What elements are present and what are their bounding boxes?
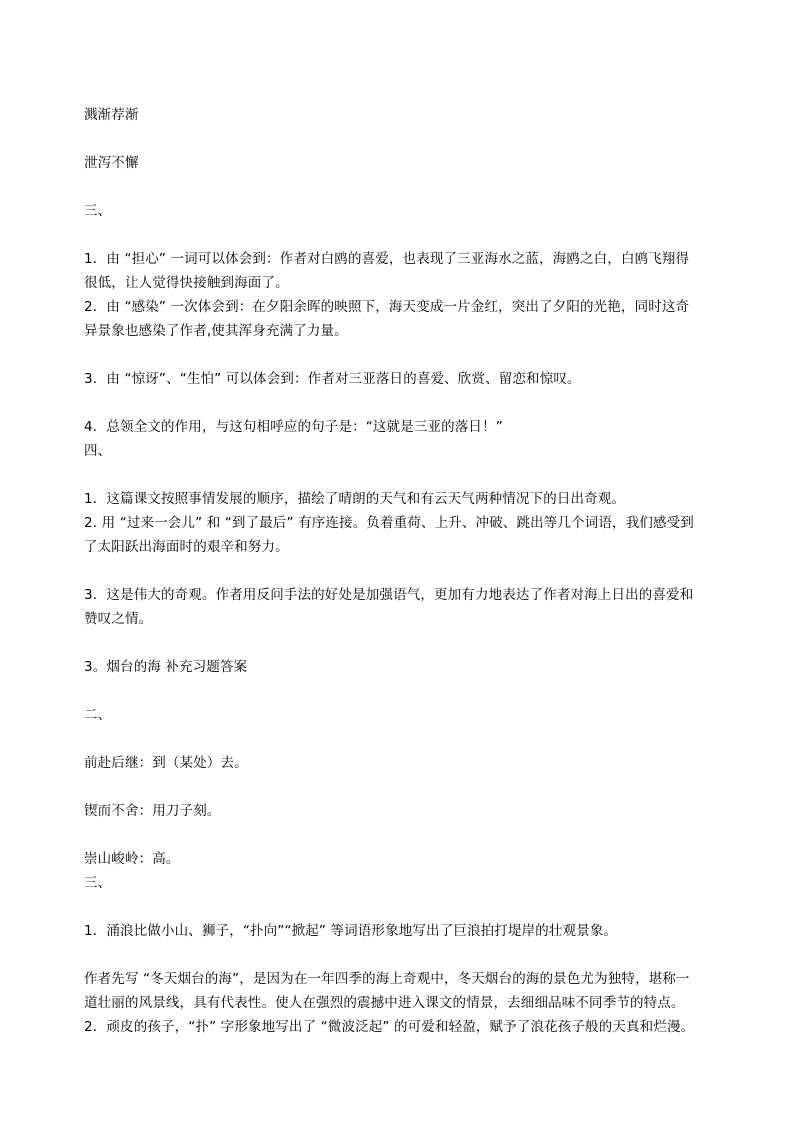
text-line: 锲而不舍：用刀子刻。 — [84, 803, 221, 819]
text-line: 2. 用 “过来一会儿” 和 “到了最后” 有序连接。负着重荷、上升、冲破、跳出等几个词语，我们感受到 — [84, 515, 694, 531]
section-heading: 三、 — [84, 203, 112, 219]
text-line: 2．由 “感染” 一次体会到：在夕阳余晖的映照下，海天变成一片金红，突出了夕阳的光艳，同时这奇 — [84, 299, 690, 315]
text-line: 异景象也感染了作者,使其浑身充满了力量。 — [84, 323, 348, 339]
text-line: 3．这是伟大的奇观。作者用反问手法的好处是加强语气，更加有力地表达了作者对海上日出的喜爱和 — [84, 587, 694, 603]
text-line: 溅渐荐渐 — [84, 107, 139, 123]
section-heading: 三、 — [84, 875, 112, 891]
text-line: 崇山峻岭：高。 — [84, 851, 180, 867]
text-line: 前赴后继：到（某处）去。 — [84, 755, 248, 771]
text-line: 1．由 “担心” 一词可以体会到：作者对白鸥的喜爱，也表现了三亚海水之蓝，海鸥之白，白鸥飞翔得 — [84, 251, 690, 267]
text-line: 道壮丽的风景线，具有代表性。使人在强烈的震撼中进入课文的情景，去细细品味不同季节的特点。 — [84, 995, 685, 1011]
text-line: 4．总领全文的作用，与这句相呼应的句子是：“这就是三亚的落日！” — [84, 419, 503, 435]
text-line: 赞叹之情。 — [84, 611, 153, 627]
text-line: 1．这篇课文按照事情发展的顺序，描绘了晴朗的天气和有云天气两种情况下的日出奇观。 — [84, 491, 626, 507]
text-line: 作者先写 “冬天烟台的海”，是因为在一年四季的海上奇观中，冬天烟台的海的景色尤为独特，堪称一 — [84, 971, 690, 987]
text-line: 很低，让人觉得快接触到海面了。 — [84, 275, 289, 291]
text-line: 了太阳跃出海面时的艰辛和努力。 — [84, 539, 289, 555]
text-line: 2．顽皮的孩子，“扑” 字形象地写出了 “微波泛起” 的可爱和轻盈，赋予了浪花孩子般的天真和烂漫。 — [84, 1019, 695, 1035]
text-line: 3．由 “惊讶”、“生怕” 可以体会到：作者对三亚落日的喜爱、欣赏、留恋和惊叹。 — [84, 371, 581, 387]
text-line: 泄泻不懈 — [84, 155, 139, 171]
section-heading: 四、 — [84, 443, 112, 459]
section-title: 3。烟台的海 补充习题答案 — [84, 659, 248, 675]
section-heading: 二、 — [84, 707, 112, 723]
text-line: 1．涌浪比做小山、狮子，“扑向”“掀起” 等词语形象地写出了巨浪拍打堤岸的壮观景象。 — [84, 923, 618, 939]
